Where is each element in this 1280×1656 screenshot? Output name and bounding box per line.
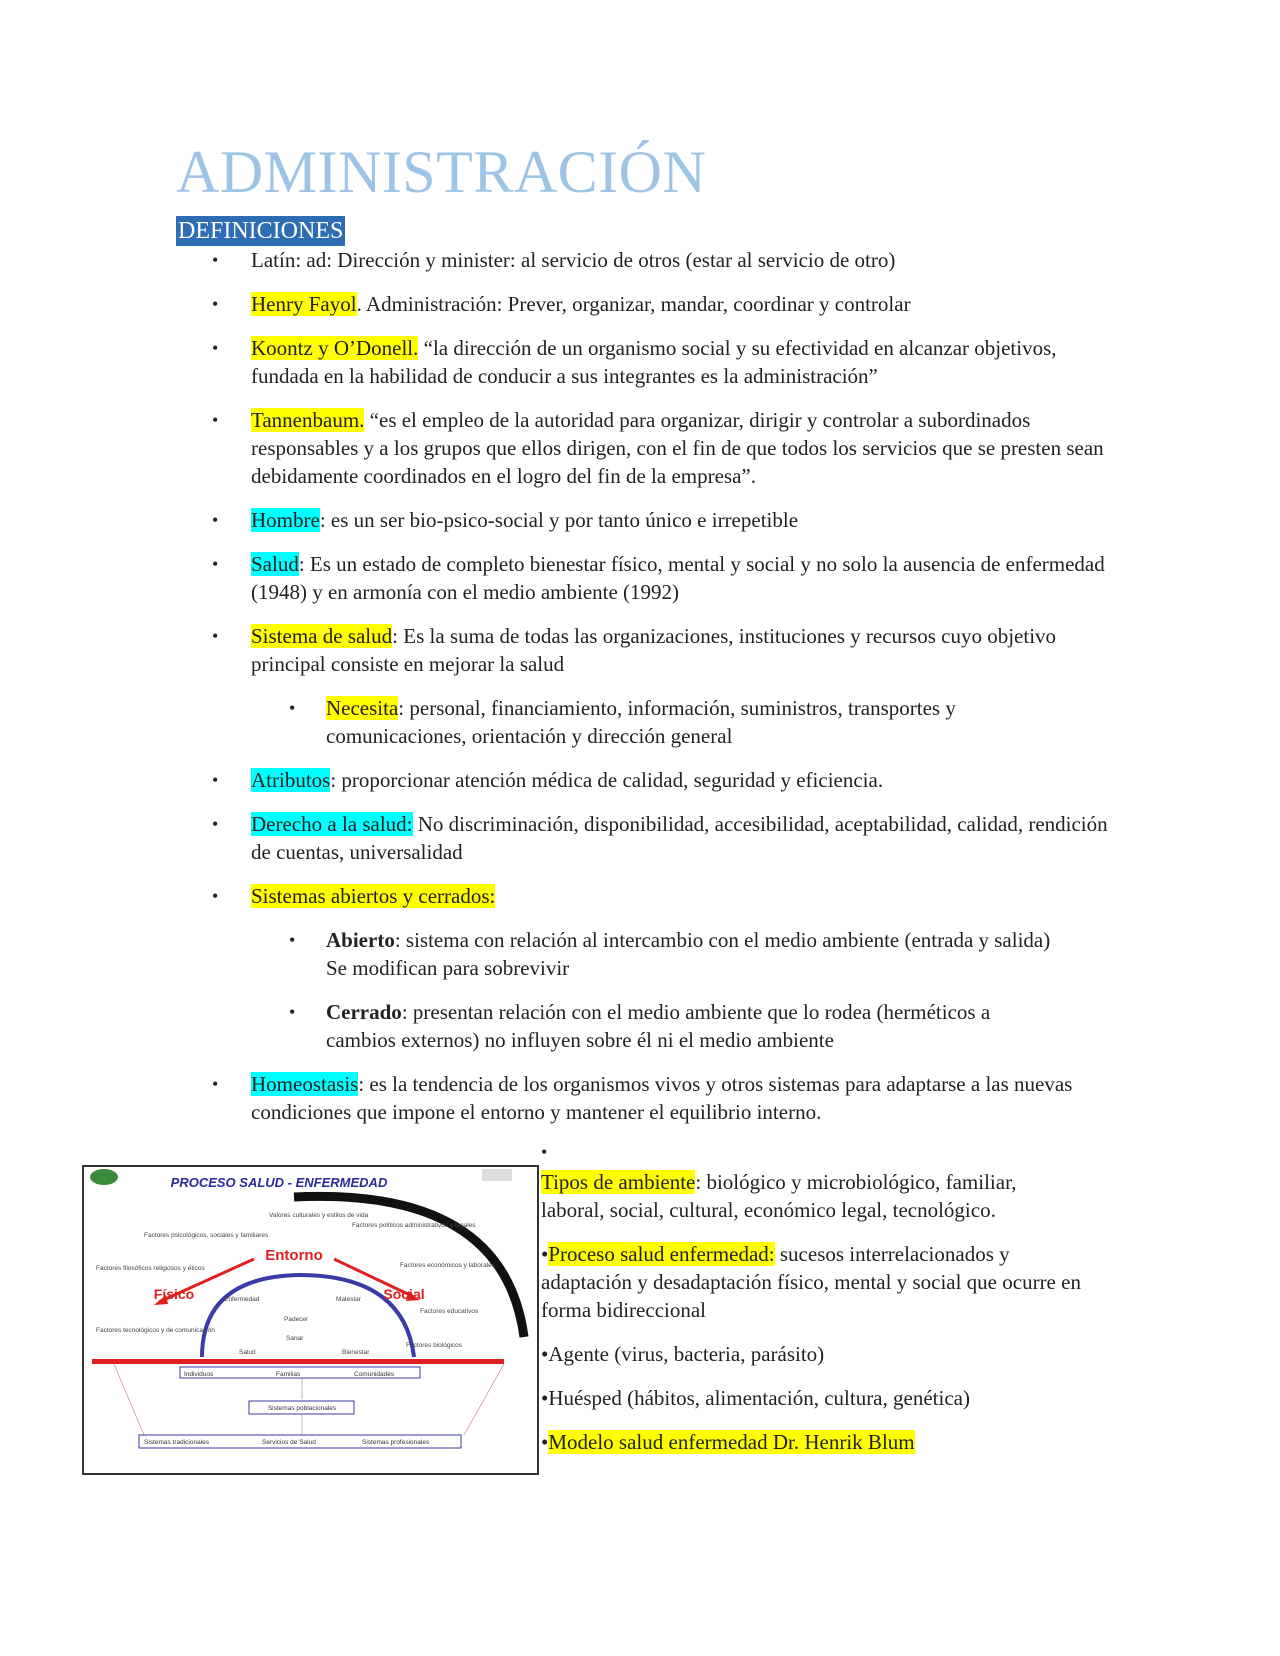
sub-list-item xyxy=(0,926,1056,982)
list-item xyxy=(0,622,1111,678)
connector xyxy=(114,1364,144,1435)
definition-text: : sistema con relación al intercambio con el medio ambiente (entrada y salida) Se modifican para sobrevivir xyxy=(326,928,1051,980)
bold-term: Cerrado xyxy=(326,1000,402,1024)
list-item xyxy=(0,882,1111,910)
factor-label: Factores psicológicos, sociales y familiares xyxy=(144,1232,269,1239)
section-heading: DEFINICIONES xyxy=(178,218,344,244)
bullet: • xyxy=(289,698,296,718)
definition-text: . Administración: Prever, organizar, mandar, coordinar y controlar xyxy=(356,292,911,316)
definition-text: “es el empleo de la autoridad para organizar, dirigir y controlar a subordinados responsables y a los grupos que ellos dirigen, con el fin de que todos los servicios que se presten sean debidamente coordinados en el logro del fin de la empresa”. xyxy=(251,408,1104,488)
proceso-salud-enfermedad-diagram xyxy=(82,1165,539,1475)
highlighted-term: Tipos de ambiente xyxy=(541,1170,696,1194)
highlighted-term: Proceso salud enfermedad: xyxy=(548,1242,775,1266)
paragraph-text: : biológico y microbiológico, familiar, laboral, social, cultural, económico legal, tecnológico. xyxy=(541,1170,1017,1222)
paragraph xyxy=(541,1384,1081,1412)
bullet: • xyxy=(212,410,219,430)
list-item xyxy=(0,810,1111,866)
list-item xyxy=(0,406,1111,490)
bottom-label: Servicios de Salud xyxy=(262,1439,316,1446)
list-item xyxy=(0,766,1111,794)
bullet: • xyxy=(212,886,219,906)
definition-text: : es la tendencia de los organismos vivos y otros sistemas para adaptarse a las nuevas condiciones que impone el entorno y mantener el equilibrio interno. xyxy=(251,1072,1073,1124)
list-item xyxy=(0,290,1111,318)
factor-label: Factores políticos administrativos y legales xyxy=(352,1222,476,1229)
poblacionales-label: Sistemas poblacionales xyxy=(267,1405,337,1412)
definition-text: : presentan relación con el medio ambiente que lo rodea (herméticos a cambios externos) no influyen sobre él ni el medio ambiente xyxy=(326,1000,991,1052)
bullet: • xyxy=(212,250,219,270)
definition-text: No discriminación, disponibilidad, accesibilidad, aceptabilidad, calidad, rendición de cuentas, universalidad xyxy=(251,812,1108,864)
list-item xyxy=(0,1070,1111,1126)
paragraph xyxy=(541,1340,1081,1368)
bullet: • xyxy=(541,1142,548,1162)
base-bar xyxy=(92,1359,504,1364)
highlighted-term: Salud xyxy=(251,552,299,576)
inner-label: Sanar xyxy=(286,1335,304,1342)
bullet: • xyxy=(212,510,219,530)
bullet: • xyxy=(212,626,219,646)
paragraph xyxy=(541,1428,1081,1456)
entorno-label: Entorno xyxy=(265,1247,323,1264)
paragraph-text: Agente (virus, bacteria, parásito) xyxy=(548,1342,825,1366)
highlighted-term: Koontz y O’Donell. xyxy=(251,336,419,360)
logo-left xyxy=(90,1169,118,1185)
factor-label: Factores educativos xyxy=(420,1308,479,1315)
bullet: • xyxy=(541,1242,549,1266)
paragraph-text: Huésped (hábitos, alimentación, cultura, genética) xyxy=(548,1386,970,1410)
right-column xyxy=(541,1140,1081,1472)
bullet: • xyxy=(212,294,219,314)
definition-text: : Es la suma de todas las organizaciones, instituciones y recursos cuyo objetivo principal consiste en mejorar la salud xyxy=(251,624,1057,676)
bottom-label: Sistemas tradicionales xyxy=(144,1439,210,1446)
list-item xyxy=(0,506,1111,534)
logo-right xyxy=(482,1169,512,1181)
bullet: • xyxy=(541,1430,549,1454)
bottom-label: Sistemas profesionales xyxy=(362,1439,430,1446)
definitions-list xyxy=(0,246,1280,1142)
definition-text: : Es un estado de completo bienestar físico, mental y social y no solo la ausencia de enfermedad (1948) y en armonía con el medio ambiente (1992) xyxy=(251,552,1105,604)
page-title: ADMINISTRACIÓN xyxy=(176,139,707,205)
bullet: • xyxy=(212,1074,219,1094)
highlighted-term: Homeostasis xyxy=(251,1072,359,1096)
definition-text: : proporcionar atención médica de calidad, seguridad y eficiencia. xyxy=(330,768,884,792)
factor-label: Factores tecnológicos y de comunicación xyxy=(96,1327,215,1334)
diagram-title: PROCESO SALUD - ENFERMEDAD xyxy=(170,1175,388,1190)
bullet: • xyxy=(289,930,296,950)
base-label: Individuos xyxy=(184,1371,214,1378)
bullet: • xyxy=(212,814,219,834)
paragraph xyxy=(541,1168,1081,1224)
fisico-label: Físico xyxy=(153,1286,195,1302)
highlighted-term: Sistemas abiertos y cerrados: xyxy=(251,884,496,908)
sub-list-item xyxy=(0,694,1056,750)
inner-label: Malestar xyxy=(336,1296,361,1303)
factor-label: Factores económicos y laborales xyxy=(400,1262,496,1269)
base-label: Comunidades xyxy=(354,1371,395,1378)
highlighted-term: Modelo salud enfermedad Dr. Henrik Blum xyxy=(548,1430,915,1454)
highlighted-term: Henry Fayol xyxy=(251,292,357,316)
list-item xyxy=(0,334,1111,390)
highlighted-term: Sistema de salud xyxy=(251,624,393,648)
sub-list-item xyxy=(0,998,1056,1054)
highlighted-term: Derecho a la salud: xyxy=(251,812,413,836)
definition-text: : personal, financiamiento, información, suministros, transportes y comunicaciones, orientación y dirección general xyxy=(326,696,956,748)
bold-term: Abierto xyxy=(326,928,395,952)
inner-label: Enfermedad xyxy=(224,1296,260,1303)
highlighted-term: Tannenbaum. xyxy=(251,408,365,432)
list-item xyxy=(0,246,1111,274)
highlighted-term: Hombre xyxy=(251,508,320,532)
inner-label: Padecer xyxy=(284,1316,309,1323)
definition-text: Latín: ad: Dirección y minister: al servicio de otros (estar al servicio de otro) xyxy=(251,248,896,272)
paragraph xyxy=(541,1240,1081,1324)
factor-label: Factores biológicos xyxy=(406,1342,462,1349)
connector xyxy=(464,1364,504,1435)
bullet: • xyxy=(212,770,219,790)
highlighted-term: Atributos xyxy=(251,768,331,792)
highlighted-term: Necesita xyxy=(326,696,399,720)
definition-text: : es un ser bio-psico-social y por tanto único e irrepetible xyxy=(319,508,799,532)
list-item xyxy=(0,550,1111,606)
inner-label: Salud xyxy=(239,1349,256,1356)
factor-label: Factores filosóficos religiosos y éticos xyxy=(96,1265,205,1272)
bullet: • xyxy=(212,338,219,358)
bullet: • xyxy=(289,1002,296,1022)
base-label: Familias xyxy=(276,1371,301,1378)
social-label: Social xyxy=(383,1286,425,1302)
inner-label: Bienestar xyxy=(342,1349,370,1356)
bullet: • xyxy=(541,1386,549,1410)
factor-label: Valores culturales y estilos de vida xyxy=(269,1212,369,1219)
definition-text: “la dirección de un organismo social y su efectividad en alcanzar objetivos, fundada en la habilidad de conducir a sus integrantes es la administración” xyxy=(251,336,1057,388)
bullet: • xyxy=(541,1342,549,1366)
bullet: • xyxy=(212,554,219,574)
paragraph-text: sucesos interrelacionados y adaptación y desadaptación físico, mental y social que ocurre en forma bidireccional xyxy=(541,1242,1081,1322)
